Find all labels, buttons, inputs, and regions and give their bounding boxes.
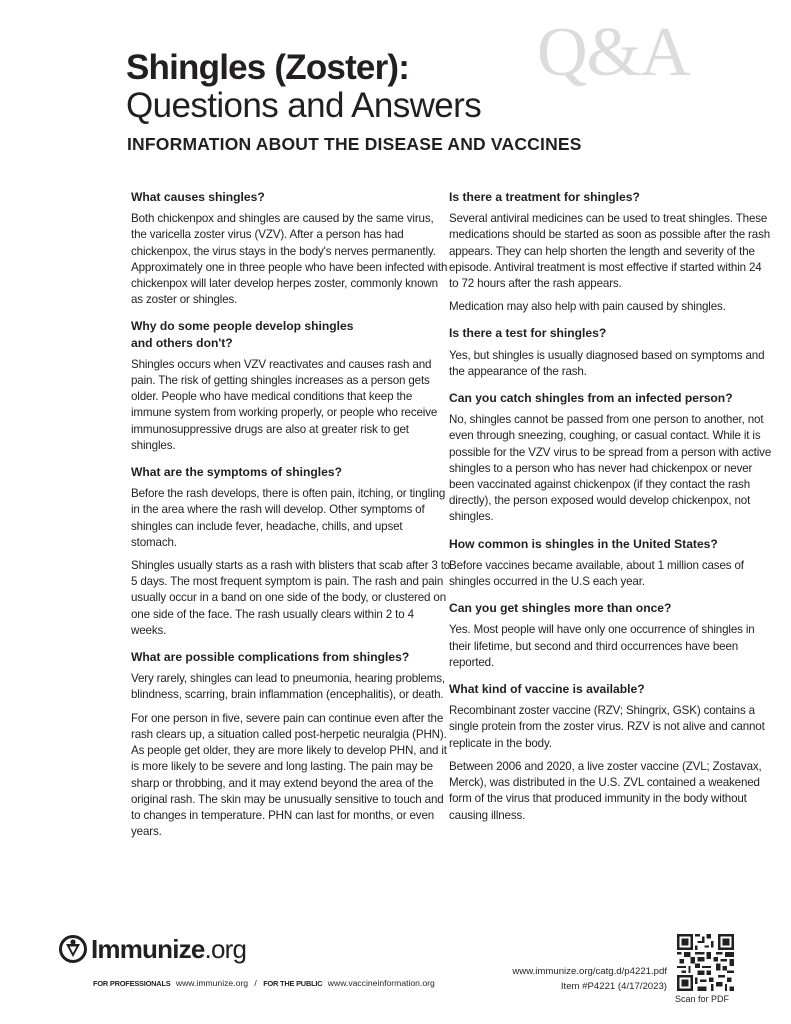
left-column: [131, 189, 451, 850]
question-heading: Why do some people develop shingles and others don't?: [131, 319, 354, 350]
qa-section: [131, 318, 451, 454]
answer-paragraph: Before vaccines became available, about 1 million cases of shingles occurred in the U.S each year.: [449, 558, 744, 589]
qa-section: [131, 464, 451, 639]
answer-paragraph: No, shingles cannot be passed from one person to another, not even through sneezing, coughing, or casual contact. While it is possible for the VZV virus to be spread from a person with active shingles to a person who has never had chickenpox or never been vaccinated against chickenpox (if they contact the rash directly), the person exposed would develop chickenpox, not shingles.: [449, 413, 772, 524]
answer-paragraph: Yes, but shingles is usually diagnosed based on symptoms and the appearance of the rash.: [449, 348, 765, 378]
public-link[interactable]: www.vaccineinformation.org: [327, 978, 435, 988]
question-heading: What kind of vaccine is available?: [449, 682, 645, 697]
qr-code-icon[interactable]: [677, 934, 734, 991]
question-heading: What are possible complications from shingles?: [131, 650, 410, 665]
question-heading: What are the symptoms of shingles?: [131, 465, 343, 480]
right-column: [449, 189, 774, 834]
page-title: Shingles (Zoster):: [126, 48, 410, 87]
answer-paragraph: Both chickenpox and shingles are caused by the same virus, the varicella zoster virus (VZV). After a person has had chickenpox, the virus stays in the body's nerves permanently. Approximately one in three people who have been infected with chickenpox will later develop herpes zoster, commonly known as zoster or shingles.: [131, 212, 448, 307]
footer-links: [93, 978, 439, 988]
qa-section: [449, 390, 774, 526]
answer-paragraph: Between 2006 and 2020, a live zoster vaccine (ZVL; Zostavax, Merck), was distributed in the U.S. ZVL contained a weakened form of the virus that produced immunity in the body without causing illness.: [449, 759, 762, 822]
item-number: Item #P4221 (4/17/2023): [560, 981, 667, 992]
pdf-link[interactable]: www.immunize.org/catg.d/p4221.pdf: [512, 966, 667, 977]
qa-section: [449, 536, 774, 591]
question-heading: Can you catch shingles from an infected person?: [449, 391, 733, 406]
answer-paragraph: Shingles usually starts as a rash with blisters that scab after 3 to 5 days. The most frequent symptom is pain. The rash and pain usually occur in a band on one side of the body, or clustered on one side of the face. The rash usually clears within 2 to 4 weeks.: [131, 559, 451, 637]
footer-separator: /: [254, 978, 257, 988]
question-heading: How common is shingles in the United States?: [449, 536, 718, 551]
question-heading: What causes shingles?: [131, 190, 265, 204]
item-info: [512, 964, 667, 994]
answer-paragraph: Shingles occurs when VZV reactivates and causes rash and pain. The risk of getting shingles increases as a person gets older. People who have medical conditions that keep the immune system from working properly, or people who receive immunosuppressive drugs are also at greater risk to get shingles.: [131, 357, 438, 452]
professionals-label: FOR PROFESSIONALS: [93, 979, 171, 988]
qa-section: [449, 325, 774, 380]
answer-paragraph: Yes. Most people will have only one occurrence of shingles in their lifetime, but second and third occurrences have been reported.: [449, 623, 755, 669]
immunize-logo[interactable]: [59, 935, 246, 963]
qr-label: Scan for PDF: [675, 994, 730, 1004]
answer-paragraph: Very rarely, shingles can lead to pneumonia, hearing problems, blindness, scarring, brain inflammation (encephalitis), or death.: [131, 672, 446, 702]
qa-section: [131, 189, 451, 308]
qa-watermark: Q&A: [537, 14, 690, 91]
question-heading: Is there a treatment for shingles?: [449, 190, 640, 204]
qa-section: [131, 649, 451, 840]
question-heading: Can you get shingles more than once?: [449, 601, 672, 616]
professionals-link[interactable]: www.immunize.org: [175, 978, 249, 988]
page-title-line2: Questions and Answers: [126, 86, 482, 125]
qa-section: [449, 600, 774, 671]
answer-paragraph: Medication may also help with pain caused by shingles.: [449, 300, 726, 314]
qa-section: [449, 189, 774, 315]
answer-paragraph: For one person in five, severe pain can continue even after the rash clears up, a situation called post-herpetic neuralgia (PHN). As people get older, they are more likely to develop PHN, and it is more likely to be severe and long lasting. The pain may be sharp or throbbing, and it may extend beyond the area of the original rash. The skin may be unusually sensitive to touch and to changes in temperature. PHN can last for months, or even years.: [131, 711, 447, 839]
immunize-shield-icon: [59, 935, 87, 963]
answer-paragraph: Several antiviral medicines can be used to treat shingles. These medications should be started as soon as possible after the rash appears. They can help shorten the length and severity of the episode. Antiviral treatment is most effective if started within 24 to 72 hours after the rash appears.: [449, 212, 771, 291]
answer-paragraph: Recombinant zoster vaccine (RZV; Shingrix, GSK) contains a single protein from the zoster virus. RZV is not alive and cannot replicate in the body.: [449, 704, 765, 750]
answer-paragraph: Before the rash develops, there is often pain, itching, or tingling in the area where the rash will develop. Other symptoms of shingles can include fever, headache, chills, and upset stomach.: [131, 487, 446, 549]
question-heading: Is there a test for shingles?: [449, 326, 607, 341]
public-label: FOR THE PUBLIC: [263, 979, 323, 988]
qa-section: [449, 681, 774, 824]
page-subtitle: INFORMATION ABOUT THE DISEASE AND VACCINES: [127, 134, 582, 154]
logo-wordmark: Immunize.org: [91, 934, 247, 964]
